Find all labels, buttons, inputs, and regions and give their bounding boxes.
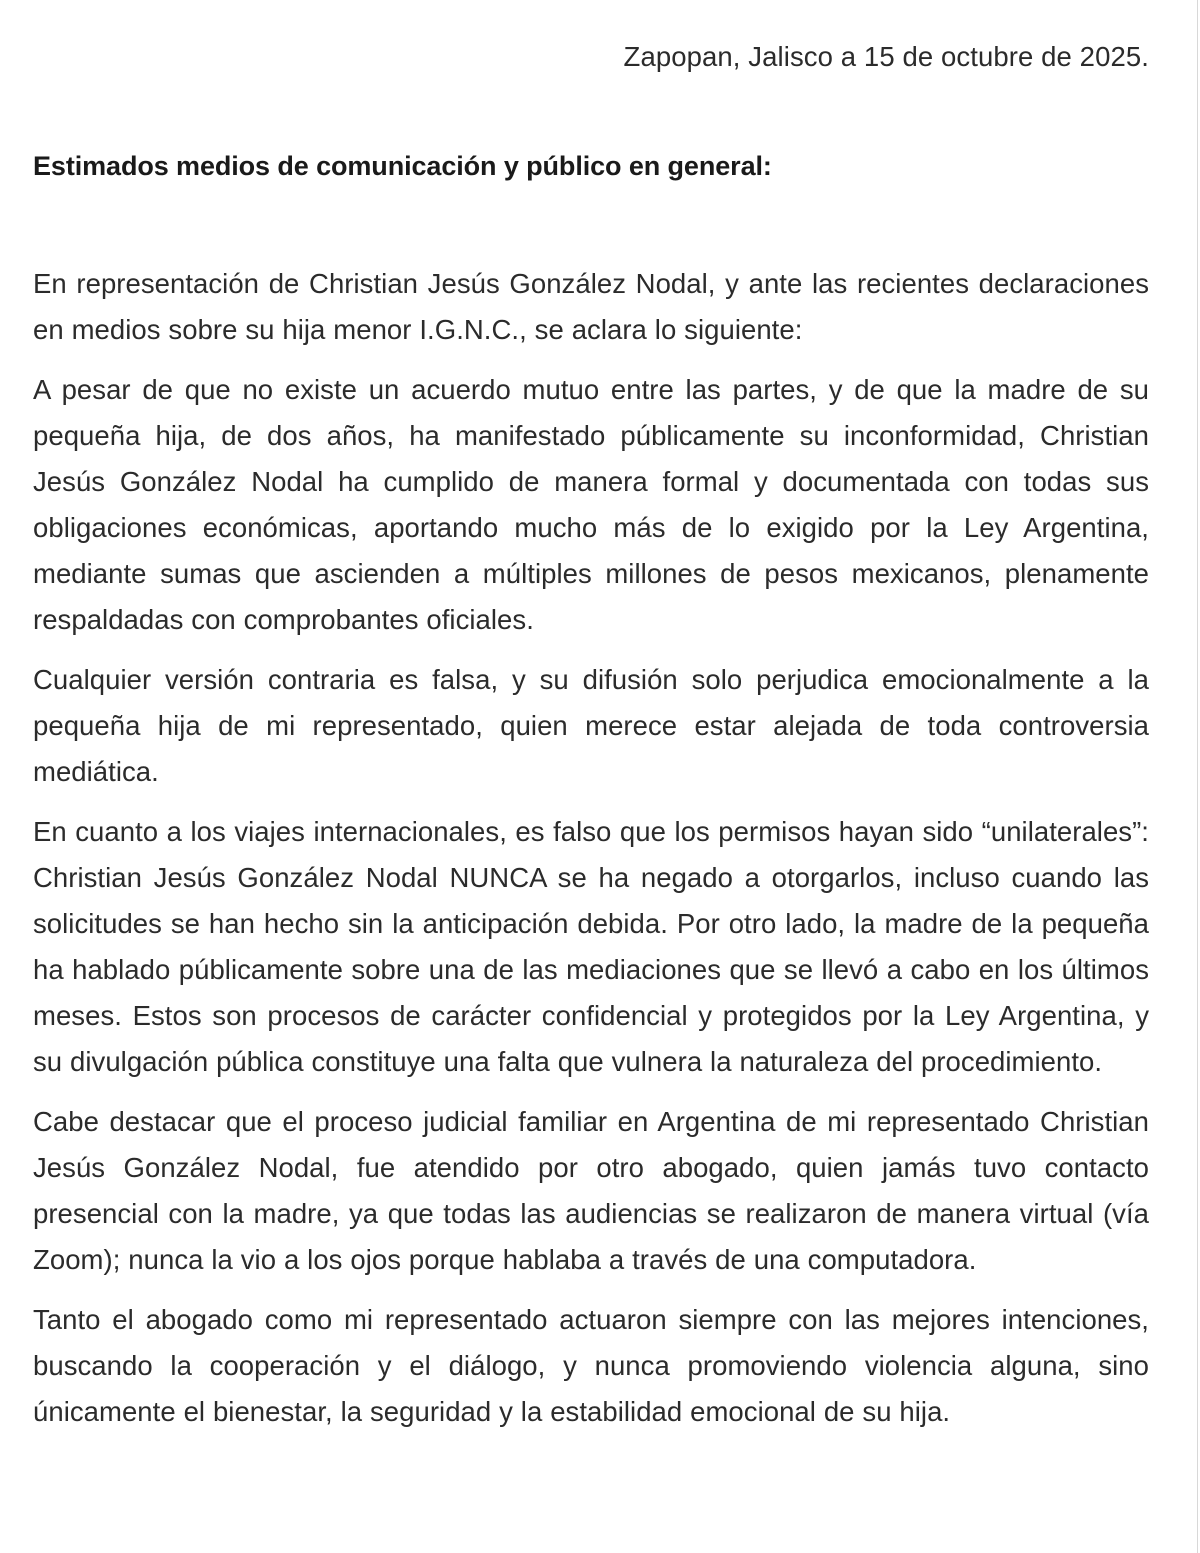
page-edge-rule: [1197, 0, 1198, 1553]
paragraph: Tanto el abogado como mi representado actuaron siempre con las mejores intenciones, buscando la cooperación y el diálogo, y nunca promoviendo violencia alguna, sino únicamente el bienestar, la seguridad y la estabilidad emocional de su hija.: [33, 1303, 1149, 1427]
paragraph: En representación de Christian Jesús González Nodal, y ante las recientes declaraciones en medios sobre su hija menor I.G.N.C., se aclara lo siguiente:: [33, 267, 1149, 345]
dateline: Zapopan, Jalisco a 15 de octubre de 2025.: [623, 41, 1149, 72]
body-paragraphs: [33, 185, 1149, 1435]
paragraph: A pesar de que no existe un acuerdo mutuo entre las partes, y de que la madre de su pequeña hija, de dos años, ha manifestado públicamente su inconformidad, Christian Jesús González Nodal ha cumplido de manera formal y documentada con todas sus obligaciones económicas, aportando mucho más de lo exigido por la Ley Argentina, mediante sumas que ascienden a múltiples millones de pesos mexicanos, plenamente respaldadas con comprobantes oficiales.: [33, 373, 1149, 635]
paragraph: Cualquier versión contraria es falsa, y su difusión solo perjudica emocionalmente a la pequeña hija de mi representado, quien merece estar alejada de toda controversia mediática.: [33, 663, 1149, 787]
paragraph: En cuanto a los viajes internacionales, es falso que los permisos hayan sido “unilaterales”: Christian Jesús González Nodal NUNCA se ha negado a otorgarlos, incluso cuando las solicitudes se han hecho sin la anticipación debida. Por otro lado, la madre de la pequeña ha hablado públicamente sobre una de las mediaciones que se llevó a cabo en los últimos meses. Estos son procesos de carácter confidencial y protegidos por la Ley Argentina, y su divulgación pública constituye una falta que vulnera la naturaleza del procedimiento.: [33, 815, 1149, 1077]
document-content: [33, 0, 1149, 1435]
salutation-heading: Estimados medios de comunicación y público en general:: [33, 151, 772, 182]
paragraph: Cabe destacar que el proceso judicial familiar en Argentina de mi representado Christian Jesús González Nodal, fue atendido por otro abogado, quien jamás tuvo contacto presencial con la madre, ya que todas las audiencias se realizaron de manera virtual (vía Zoom); nunca la vio a los ojos porque hablaba a través de una computadora.: [33, 1105, 1149, 1275]
